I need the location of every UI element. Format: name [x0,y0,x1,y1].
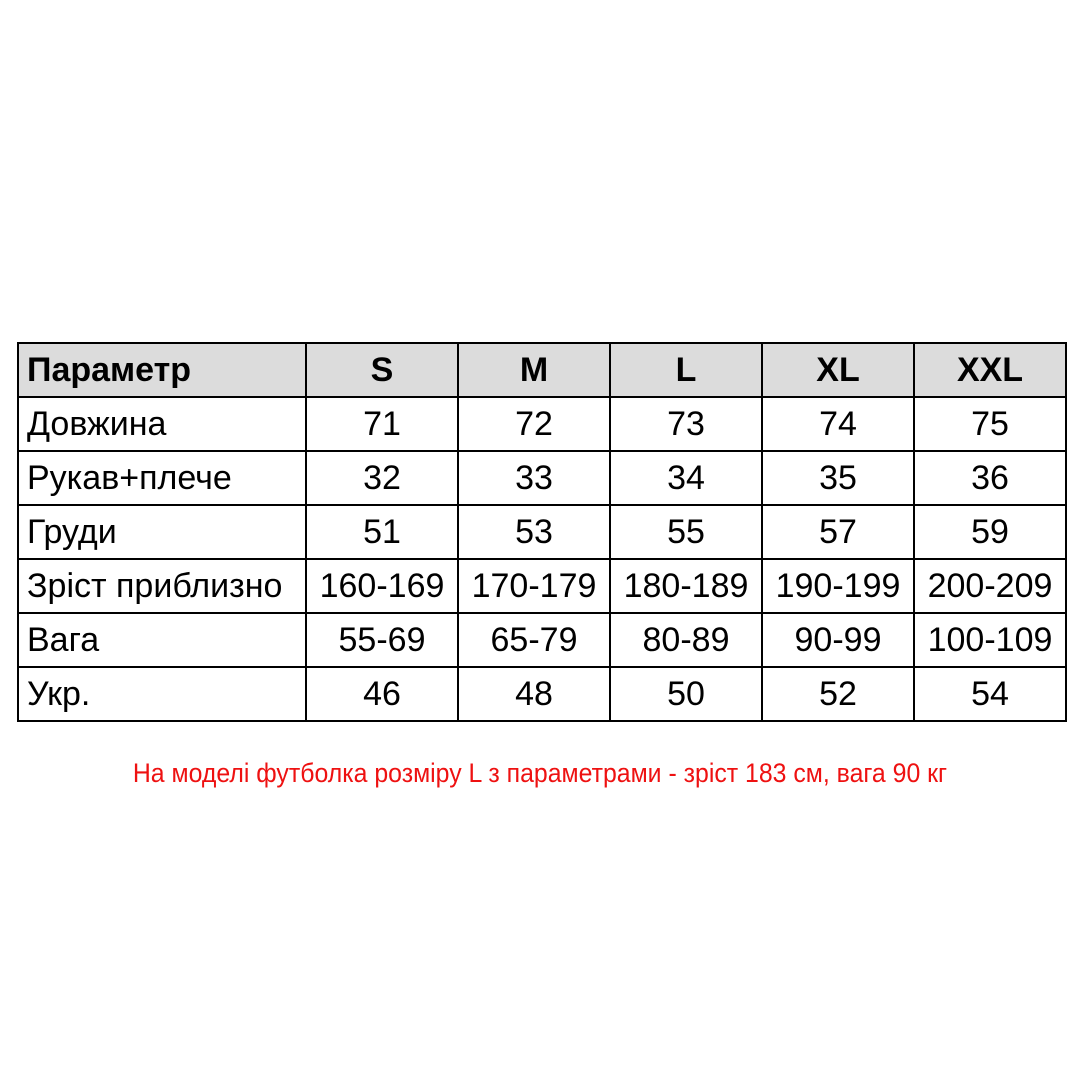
table-cell: 48 [458,667,610,721]
table-cell: 57 [762,505,914,559]
table-cell: 35 [762,451,914,505]
header-cell-size-s: S [306,343,458,397]
table-row-sleeve-shoulder [18,451,1066,505]
table-cell: 46 [306,667,458,721]
table-cell: 65-79 [458,613,610,667]
size-chart-table [17,342,1067,722]
header-cell-size-xl: XL [762,343,914,397]
table-cell: 34 [610,451,762,505]
table-cell: 59 [914,505,1066,559]
table-cell: 190-199 [762,559,914,613]
table-cell: 90-99 [762,613,914,667]
header-cell-size-xxl: XXL [914,343,1066,397]
header-cell-size-m: M [458,343,610,397]
table-cell: 74 [762,397,914,451]
row-label: Вага [18,613,306,667]
table-row-weight [18,613,1066,667]
model-size-note: На моделі футболка розміру L з параметрами - зріст 183 см, вага 90 кг [132,758,948,788]
table-cell: 32 [306,451,458,505]
table-cell: 54 [914,667,1066,721]
header-cell-size-l: L [610,343,762,397]
table-cell: 55-69 [306,613,458,667]
table-cell: 72 [458,397,610,451]
table-cell: 200-209 [914,559,1066,613]
table-cell: 71 [306,397,458,451]
table-cell: 160-169 [306,559,458,613]
table-header [18,343,1066,397]
table-cell: 170-179 [458,559,610,613]
table-row-height [18,559,1066,613]
table-cell: 55 [610,505,762,559]
header-cell-parameter: Параметр [18,343,306,397]
table-cell: 36 [914,451,1066,505]
row-label: Рукав+плече [18,451,306,505]
row-label: Довжина [18,397,306,451]
table-row-length [18,397,1066,451]
table-cell: 33 [458,451,610,505]
table-cell: 73 [610,397,762,451]
table-cell: 100-109 [914,613,1066,667]
table-cell: 80-89 [610,613,762,667]
table-cell: 75 [914,397,1066,451]
row-label: Зріст приблизно [18,559,306,613]
table-cell: 50 [610,667,762,721]
row-label: Укр. [18,667,306,721]
header-row [18,343,1066,397]
table-cell: 53 [458,505,610,559]
table-cell: 52 [762,667,914,721]
table-cell: 180-189 [610,559,762,613]
row-label: Груди [18,505,306,559]
table-cell: 51 [306,505,458,559]
table-row-ukr-size [18,667,1066,721]
table-body [18,397,1066,721]
table-row-chest [18,505,1066,559]
